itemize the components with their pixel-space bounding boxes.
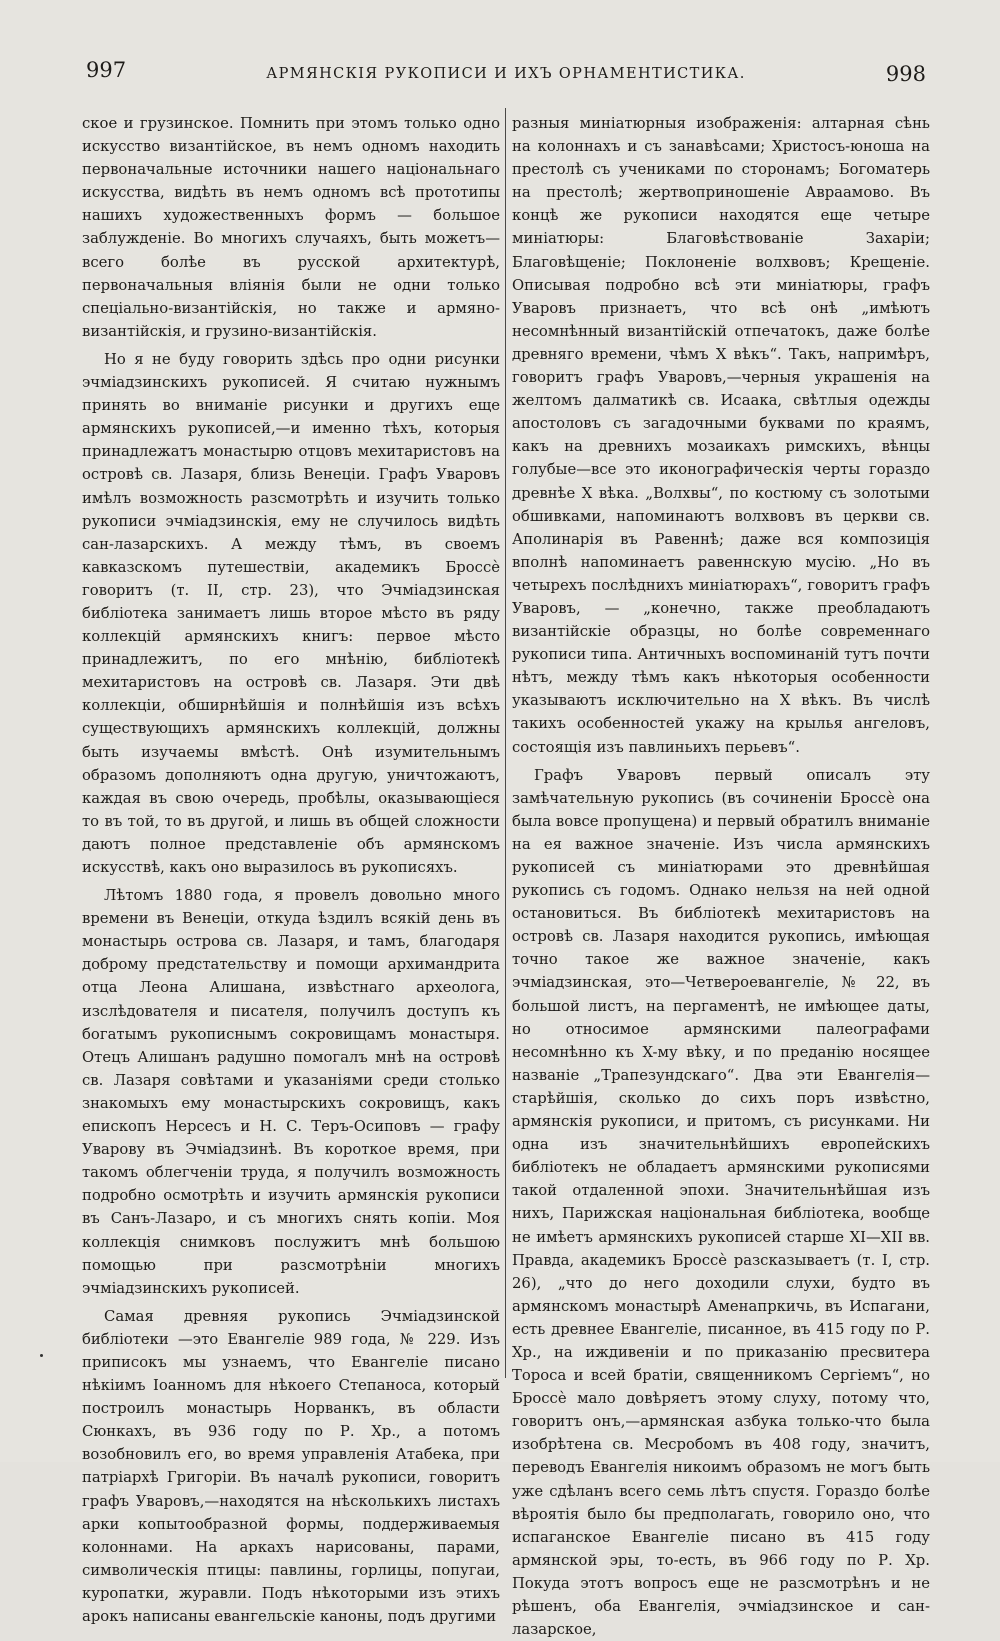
left-column — [82, 112, 500, 1625]
paragraph: Лѣтомъ 1880 года, я провелъ довольно много времени въ Венеціи, откуда ѣздилъ всякій день въ монастырь острова св. Лазаря, и тамъ, благодаря доброму предстательству и помощи архимандрита отца Леона Алишана, извѣстнаго археолога, изслѣдователя и писателя, получилъ доступъ къ богатымъ рукописнымъ сокровищамъ монастыря. Отецъ Алишанъ радушно помогалъ мнѣ на островѣ св. Лазаря совѣтами и указаніями среди столько знакомыхъ ему монастырскихъ сокровищъ, какъ епископъ Нерсесъ и Н. С. Теръ-Осиповъ — графу Уварову въ Эчміадзинѣ. Въ короткое время, при такомъ облегченіи труда, я получилъ возможность подробно осмотрѣть и изучить армянскія рукописи въ Санъ-Лазаро, и съ многихъ снять копіи. Моя коллекція снимковъ послужитъ мнѣ большою помощью при разсмотрѣніи многихъ эчміадзинскихъ рукописей. — [82, 887, 500, 1297]
margin-speck — [40, 1354, 43, 1357]
paragraph: Графъ Уваровъ первый описалъ эту замѣчательную рукопись (въ сочиненіи Броссѐ она была вовсе пропущена) и первый обратилъ вниманіе на ея важное значеніе. Изъ числа армянскихъ рукописей съ миніатюрами это древнѣйшая рукопись съ годомъ. Однако нельзя на ней одной остановиться. Въ библіотекѣ мехитаристовъ на островѣ св. Лазаря находится рукопись, имѣющая точно такое же важное значеніе, какъ эчміадзинская, это—Четвероевангеліе, № 22, въ большой листъ, на пергаментѣ, не имѣющее даты, но относимое армянскими палеографами несомнѣнно къ X-му вѣку, и по преданію носящее названіе „Трапезундскаго“. Два эти Евангелія—старѣйшія, сколько до сихъ поръ извѣстно, армянскія рукописи, и притомъ, съ рисунками. Ни одна изъ значительнѣйшихъ европейскихъ библіотекъ не обладаетъ армянскими рукописями такой отдаленной эпохи. Значительнѣйшая изъ нихъ, Парижская національная библіотека, вообще не имѣетъ армянскихъ рукописей старше XI—XII вв. Правда, академикъ Броссѐ разсказываетъ (т. I, стр. 26), „что до него доходили слухи, будто въ армянскомъ монастырѣ Аменапркичь, въ Испагани, есть древнее Евангеліе, писанное, въ 415 году по Р. Хр., на иждивеніи и по приказанію пресвитера Тороса и всей братіи, священникомъ Сергіемъ“, но Броссѐ мало довѣряетъ этому слуху, потому что, говоритъ онъ,—армянская азбука только-что была изобрѣтена св. Месробомъ въ 408 году, значитъ, переводъ Евангелія никоимъ образомъ не могъ быть уже сдѣланъ всего семь лѣтъ спустя. Гораздо болѣе вѣроятія было бы предполагать, говорило оно, что испаганское Евангеліе писано въ 415 году армянской эры, то-есть, въ 966 году по Р. Хр. Покуда этотъ вопросъ еще не разсмотрѣнъ и не рѣшенъ, оба Евангелія, эчміадзинское и сан-лазарское, — [512, 766, 930, 1639]
paragraph: Самая древняя рукопись Эчміадзинской библіотеки —это Евангеліе 989 года, № 229. Изъ приписокъ мы узнаемъ, что Евангеліе писано нѣкіимъ Іоанномъ для нѣкоего Степаноса, который построилъ монастырь Норванкъ, въ области Сюнкахъ, въ 936 году по Р. Хр., а потомъ возобновилъ его, во время управленія Атабека, при патріархѣ Григоріи. Въ началѣ рукописи, говоритъ графъ Уваровъ,—находятся на нѣсколькихъ листахъ арки копытообразной формы, поддерживаемыя колоннами. На аркахъ нарисованы, парами, символическія птицы: павлины, горлицы, попугаи, куропатки, журавли. Подъ нѣкоторыми изъ этихъ арокъ написаны евангельскіе каноны, подъ другими — [82, 1307, 500, 1625]
paragraph: ское и грузинское. Помнить при этомъ только одно искусство византійское, въ немъ одномъ находить первоначальные источники нашего національнаго искусства, видѣть въ немъ одномъ всѣ прототипы нашихъ художественныхъ формъ — большое заблужденіе. Во многихъ случаяхъ, быть можетъ—всего болѣе въ русской архитектурѣ, первоначальныя вліянія были не одни только спеціально-византійскія, но также и армяно-византійскія, и грузино-византійскія. — [82, 115, 500, 340]
right-column — [512, 112, 930, 1639]
page-number-right: 998 — [885, 62, 926, 86]
paragraph: разныя миніатюрныя изображенія: алтарная сѣнь на колоннахъ и съ занавѣсами; Христосъ-юноша на престолѣ съ учениками по сторонамъ; Богоматерь на престолѣ; жертвоприношеніе Авраамово. Въ концѣ же рукописи находятся еще четыре миніатюры: Благовѣствованіе Захаріи; Благовѣщеніе; Поклоненіе волхвовъ; Крещеніе. Описывая подробно всѣ эти миніатюры, графъ Уваровъ признаетъ, что всѣ онѣ „имѣютъ несомнѣнный византійскій отпечатокъ, даже болѣе древняго времени, чѣмъ X вѣкъ“. Такъ, напримѣръ, говоритъ графъ Уваровъ,—черныя украшенія на желтомъ далматикѣ св. Исаака, свѣтлыя одежды апостоловъ съ загадочными буквами по краямъ, какъ на древнихъ мозаикахъ римскихъ, вѣнцы голубые—все это иконографическія черты гораздо древнѣе X вѣка. „Волхвы“, по костюму съ золотыми обшивками, напоминаютъ волхвовъ въ церкви св. Аполинарія въ Равеннѣ; даже вся композиція вполнѣ напоминаетъ равеннскую мусію. „Но въ четырехъ послѣднихъ миніатюрахъ“, говоритъ графъ Уваровъ, — „конечно, также преобладаютъ византійскіе образцы, но болѣе современнаго рукописи типа. Античныхъ воспоминаній тутъ почти нѣтъ, между тѣмъ какъ нѣкоторыя особенности указываютъ исключительно на X вѣкъ. Въ числѣ такихъ особенностей укажу на крылья ангеловъ, состоящія изъ павлиньихъ перьевъ“. — [512, 115, 930, 756]
running-header — [86, 58, 926, 92]
column-divider — [505, 108, 506, 1378]
paragraph: Но я не буду говорить здѣсь про одни рисунки эчміадзинскихъ рукописей. Я считаю нужнымъ принять во вниманіе рисунки и другихъ еще армянскихъ рукописей,—и именно тѣхъ, которыя принадлежатъ монастырю отцовъ мехитаристовъ на островѣ св. Лазаря, близь Венеціи. Графъ Уваровъ имѣлъ возможность разсмотрѣть и изучить только рукописи эчміадзинскія, ему не случилось видѣть сан-лазарскихъ. А между тѣмъ, въ своемъ кавказскомъ путешествіи, академикъ Броссѐ говоритъ (т. II, стр. 23), что Эчміадзинская библіотека занимаетъ лишь второе мѣсто въ ряду коллекцій армянскихъ книгъ: первое мѣсто принадлежитъ, по его мнѣнію, библіотекѣ мехитаристовъ на островѣ св. Лазаря. Эти двѣ коллекціи, обширнѣйшія и полнѣйшія изъ всѣхъ существующихъ армянскихъ коллекцій, должны быть изучаемы вмѣстѣ. Онѣ изумительнымъ образомъ дополняютъ одна другую, уничтожаютъ, каждая въ свою очередь, пробѣлы, оказывающіеся то въ той, то въ другой, и лишь въ общей сложности даютъ полное представленіе объ армянскомъ искусствѣ, какъ оно выразилось въ рукописяхъ. — [82, 350, 500, 876]
running-title: АРМЯНСКІЯ РУКОПИСИ И ИХЪ ОРНАМЕНТИСТИКА. — [266, 66, 746, 82]
page-number-left: 997 — [86, 58, 127, 82]
